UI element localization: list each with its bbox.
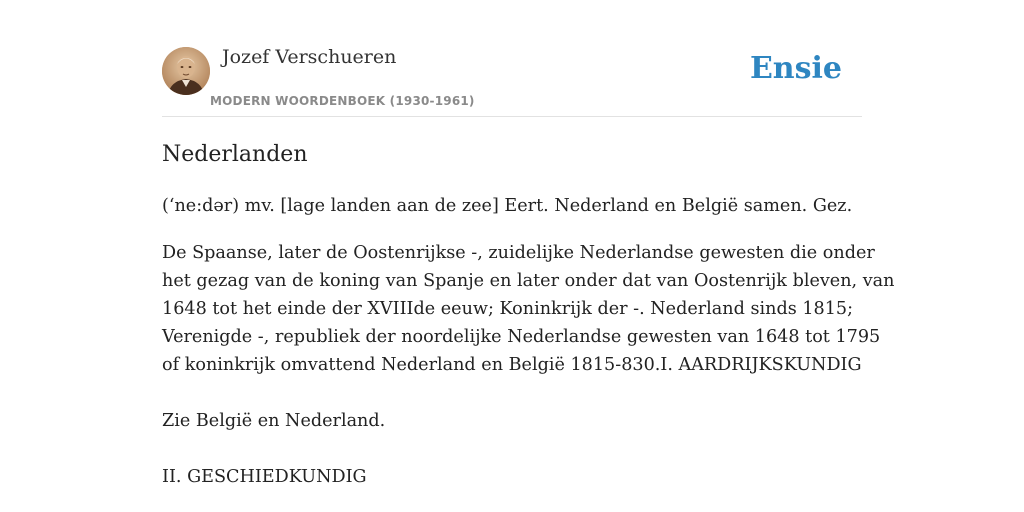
section-2-heading: II. GESCHIEDKUNDIG <box>162 467 367 487</box>
entry-body-line: 1648 tot het einde der XVIIIde eeuw; Koninkrijk der -. Nederland sinds 1815; <box>162 299 854 319</box>
ensie-logo[interactable]: Ensie <box>749 51 842 86</box>
section-1-text: Zie België en Nederland. <box>162 411 386 431</box>
entry-content <box>162 140 895 491</box>
entry-definition: (ʻne:dər) mv. [lage landen aan de zee] Eert. Nederland en België samen. Gez. <box>162 196 853 216</box>
entry-title: Nederlanden <box>162 142 308 167</box>
entry-body-line: het gezag van de koning van Spanje en later onder dat van Oostenrijk bleven, van <box>162 271 895 291</box>
entry-body-line: of koninkrijk omvattend Nederland en België 1815-830.I. AARDRIJKSKUNDIG <box>162 355 862 375</box>
author-portrait-image <box>162 47 210 95</box>
entry-body-line: Verenigde -, republiek der noordelijke Nederlandse gewesten van 1648 tot 1795 <box>162 327 881 347</box>
source-title[interactable]: MODERN WOORDENBOEK (1930-1961) <box>210 94 475 108</box>
author-avatar[interactable] <box>162 47 210 95</box>
entry-body-line: De Spaanse, later de Oostenrijkse -, zuidelijke Nederlandse gewesten die onder <box>162 243 875 263</box>
entry-body <box>162 239 895 379</box>
entry-header <box>162 40 862 117</box>
author-name[interactable]: Jozef Verschueren <box>222 46 397 68</box>
